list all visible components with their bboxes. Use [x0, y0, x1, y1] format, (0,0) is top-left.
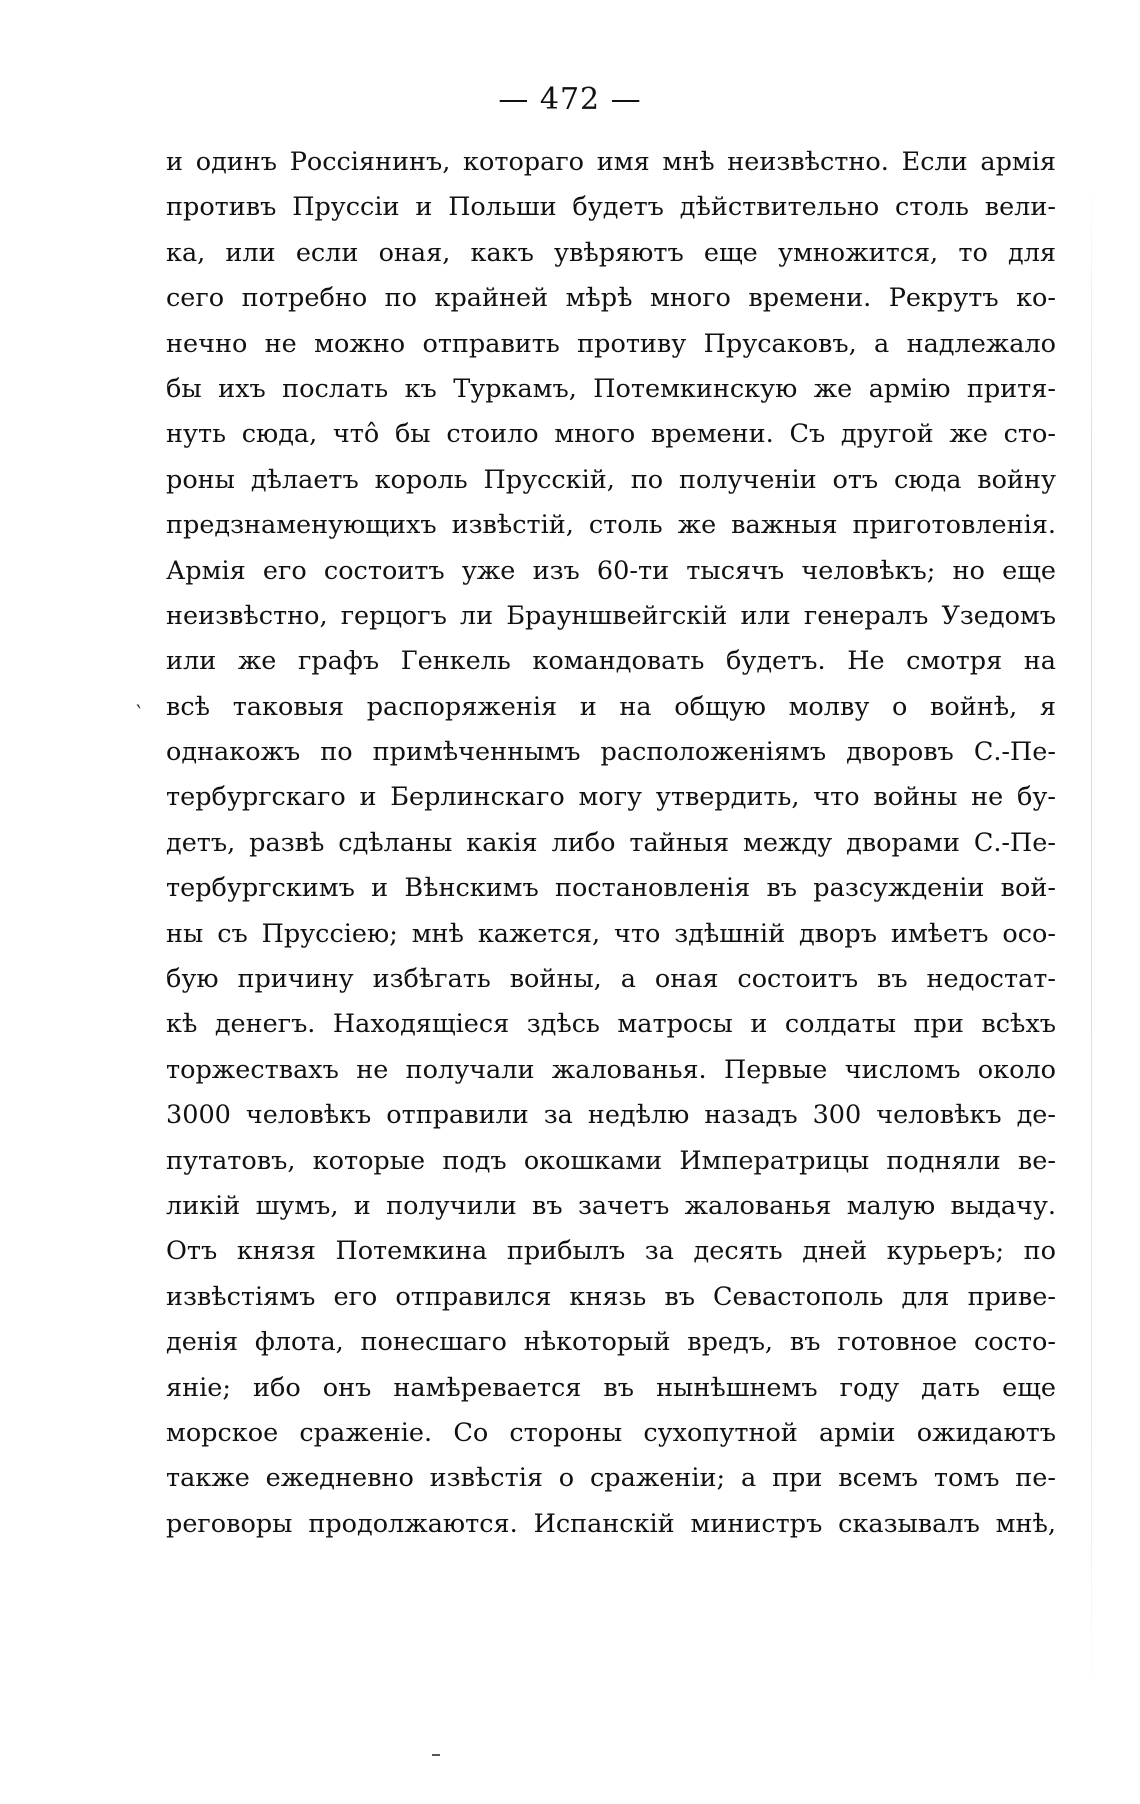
text-line: бы ихъ послать къ Туркамъ, Потемкинскую же армію притя- — [166, 373, 1056, 404]
text-line: нечно не можно отправить противу Прусаковъ, а надлежало — [166, 328, 1056, 359]
text-line: морское сраженіе. Со стороны сухопутной арміи ожидаютъ — [166, 1417, 1056, 1448]
text-line: Армія его состоитъ уже изъ 60-ти тысячъ человѣкъ; но еще — [166, 555, 1056, 586]
text-line: ны съ Пруссіею; мнѣ кажется, что здѣшній дворъ имѣетъ осо- — [166, 918, 1056, 949]
text-line: торжествахъ не получали жалованья. Первые числомъ около — [166, 1054, 1056, 1085]
text-line: денія флота, понесшаго нѣкоторый вредъ, въ готовное состо- — [166, 1327, 1056, 1358]
text-line: также ежедневно извѣстія о сраженіи; а при всемъ томъ пе- — [166, 1463, 1056, 1494]
text-line: неизвѣстно, герцогъ ли Брауншвейгскій или генералъ Узедомъ — [166, 600, 1056, 631]
print-artifact — [432, 1754, 440, 1756]
text-line: ка, или если оная, какъ увѣряютъ еще умножится, то для — [166, 237, 1056, 268]
text-line: бую причину избѣгать войны, а оная состоитъ въ недостат- — [166, 964, 1056, 995]
text-line: яніе; ибо онъ намѣревается въ нынѣшнемъ году дать еще — [166, 1372, 1056, 1403]
page-edge-shadow — [1091, 180, 1092, 1700]
page-number: — 472 — — [498, 82, 642, 117]
text-line: тербургскимъ и Вѣнскимъ постановленія въ разсужденіи вой- — [166, 873, 1056, 904]
text-line: Отъ князя Потемкина прибылъ за десять дней курьеръ; по — [166, 1236, 1056, 1267]
text-line: реговоры продолжаются. Испанскій министръ сказывалъ мнѣ, — [166, 1508, 1056, 1539]
text-line: извѣстіямъ его отправился князь въ Севастополь для приве- — [166, 1281, 1056, 1312]
text-line: 3000 человѣкъ отправили за недѣлю назадъ 300 человѣкъ де- — [166, 1100, 1056, 1131]
text-line: предзнаменующихъ извѣстій, столь же важныя приготовленія. — [166, 510, 1056, 541]
margin-mark: ‵ — [136, 702, 141, 727]
text-line: детъ, развѣ сдѣланы какія либо тайныя между дворами С.-Пе- — [166, 827, 1056, 858]
text-line: сего потребно по крайней мѣрѣ много времени. Рекрутъ ко- — [166, 283, 1056, 314]
text-line: путатовъ, которые подъ окошками Императрицы подняли ве- — [166, 1145, 1056, 1176]
text-line: или же графъ Генкель командовать будетъ. Не смотря на — [166, 646, 1056, 677]
text-line: тербургскаго и Берлинскаго могу утвердить, что войны не бу- — [166, 782, 1056, 813]
text-line: ликій шумъ, и получили въ зачетъ жалованья малую выдачу. — [166, 1190, 1056, 1221]
text-line: противъ Пруссіи и Польши будетъ дѣйствительно столь вели- — [166, 192, 1056, 223]
text-line: нуть сюда, что̂ бы стоило много времени. Съ другой же сто- — [166, 419, 1056, 450]
body-text — [166, 140, 1056, 1547]
text-line: всѣ таковыя распоряженія и на общую молву о войнѣ, я — [166, 691, 1056, 722]
text-line: однакожъ по примѣченнымъ расположеніямъ дворовъ С.-Пе- — [166, 737, 1056, 768]
text-line: кѣ денегъ. Находящіеся здѣсь матросы и солдаты при всѣхъ — [166, 1009, 1056, 1040]
text-line: роны дѣлаетъ король Прусскій, по полученіи отъ сюда войну — [166, 464, 1056, 495]
text-line: и одинъ Россіянинъ, котораго имя мнѣ неизвѣстно. Если армія — [166, 147, 1056, 177]
